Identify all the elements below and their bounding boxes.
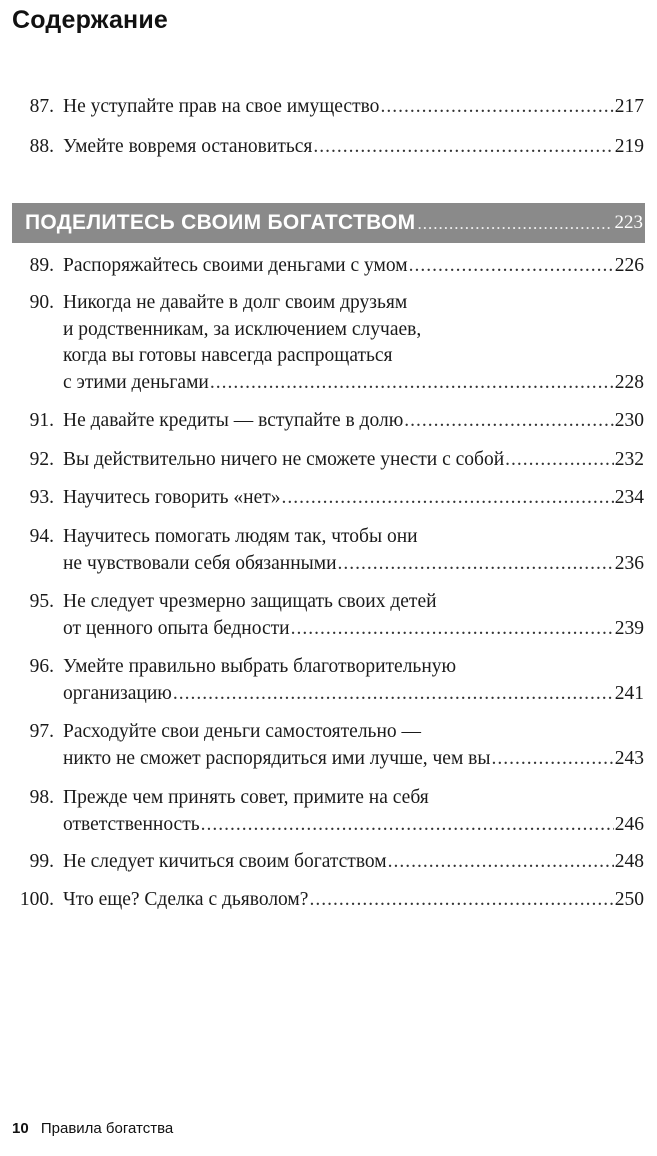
entry-title: от ценного опыта бедности: [63, 617, 290, 639]
dot-leader: [417, 214, 612, 243]
entry-title-line: Прежде чем принять совет, примите на себя: [63, 787, 429, 808]
dot-leader: [309, 887, 613, 914]
entry-page: 250: [614, 889, 644, 910]
dot-leader: [380, 94, 613, 121]
entry-title: Распоряжайтесь своими деньгами с умом: [63, 255, 408, 276]
section-page: 223: [614, 212, 643, 233]
entry-page: 217: [614, 96, 644, 117]
entry-title: Научитесь говорить «нет»: [63, 487, 281, 508]
page-title: Содержание: [12, 6, 169, 34]
entry-number: 93.: [29, 487, 54, 508]
entry-page: 234: [614, 487, 644, 508]
entry-number: 87.: [29, 96, 54, 117]
entry-page: 248: [614, 851, 644, 872]
entry-title: организацию: [63, 682, 172, 704]
entry-title: не чувствовали себя обязанными: [63, 552, 337, 574]
footer-book-title: Правила богатства: [40, 1120, 174, 1137]
entry-number: 92.: [29, 449, 54, 470]
section-title: ПОДЕЛИТЕСЬ СВОИМ БОГАТСТВОМ: [25, 211, 416, 234]
dot-leader: [388, 849, 614, 876]
entry-number: 95.: [29, 591, 54, 612]
entry-page: 219: [614, 136, 644, 157]
dot-leader: [201, 812, 614, 839]
entry-title: Не следует кичиться своим богатством: [63, 851, 387, 872]
entry-number: 94.: [29, 526, 54, 547]
entry-title-line: Никогда не давайте в долг своим друзьям: [63, 292, 408, 313]
entry-title: Что еще? Сделка с дьяволом?: [63, 889, 309, 910]
entry-title-line: и родственникам, за исключением случаев,: [63, 318, 422, 340]
entry-number: 98.: [29, 787, 54, 808]
dot-leader: [492, 746, 614, 773]
entry-title: никто не сможет распорядиться ими лучше, чем вы: [63, 747, 491, 769]
section-header[interactable]: [12, 203, 645, 243]
entry-number: 88.: [29, 136, 54, 157]
entry-number: 90.: [29, 292, 54, 313]
dot-leader: [505, 447, 614, 474]
entry-number: 96.: [29, 656, 54, 677]
entry-page: 228: [614, 371, 644, 393]
entry-number: 91.: [29, 410, 54, 431]
entry-number: 100.: [19, 889, 54, 910]
dot-leader: [291, 616, 614, 643]
footer-page-number: 10: [12, 1120, 29, 1137]
entry-title-line: Не следует чрезмерно защищать своих детей: [63, 591, 437, 612]
dot-leader: [313, 134, 613, 161]
entry-title-line: Расходуйте свои деньги самостоятельно —: [63, 721, 422, 742]
dot-leader: [409, 253, 614, 280]
dot-leader: [210, 370, 614, 397]
entry-page: 239: [614, 617, 644, 639]
entry-title: Умейте вовремя остановиться: [63, 136, 313, 157]
dot-leader: [173, 681, 614, 708]
entry-page: 236: [614, 552, 644, 574]
entry-number: 99.: [29, 851, 54, 872]
dot-leader: [282, 485, 614, 512]
entry-title: Не уступайте прав на свое имущество: [63, 96, 380, 117]
entry-page: 232: [614, 449, 644, 470]
entry-title-line: Научитесь помогать людям так, чтобы они: [63, 526, 418, 547]
entry-page: 230: [614, 410, 644, 431]
entry-page: 241: [614, 682, 644, 704]
entry-title: ответственность: [63, 813, 200, 835]
entry-title-line: Умейте правильно выбрать благотворительную: [63, 656, 457, 677]
entry-title: Вы действительно ничего не сможете унести с собой: [63, 449, 505, 470]
page-footer: [12, 1120, 173, 1137]
entry-page: 226: [614, 255, 644, 276]
entry-title-line: когда вы готовы навсегда распрощаться: [63, 345, 393, 366]
dot-leader: [404, 408, 613, 435]
dot-leader: [338, 551, 614, 578]
entry-page: 243: [614, 747, 644, 769]
entry-title: с этими деньгами: [63, 371, 209, 393]
entry-number: 97.: [29, 721, 54, 742]
entry-page: 246: [614, 813, 644, 835]
entry-number: 89.: [29, 255, 54, 276]
entry-title: Не давайте кредиты — вступайте в долю: [63, 410, 404, 431]
